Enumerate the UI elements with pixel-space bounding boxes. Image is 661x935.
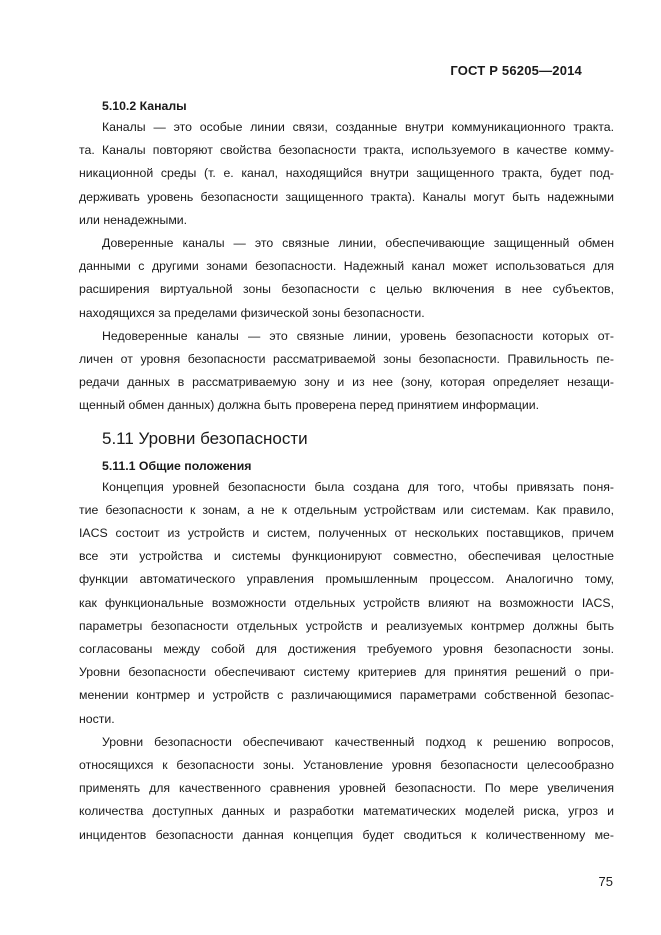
heading-5-11: 5.11 Уровни безопасности xyxy=(102,428,308,448)
text-line: никационной среды (т. е. канал, находящийся внутри защищенного тракта, будет под- xyxy=(79,166,614,181)
text-line: тие безопасности к зонам, а не к отдельным устройствам или системам. Как правило, xyxy=(79,502,614,517)
text-line: Каналы — это особые линии связи, созданные внутри коммуникационного тракта. xyxy=(102,120,614,134)
paragraph-qualitative-approach xyxy=(79,731,614,847)
heading-5-10-2: 5.10.2 Каналы xyxy=(102,99,187,113)
text-line: согласованы между собой для достижения требуемого уровня безопасности зоны. xyxy=(79,642,614,657)
text-line: личен от уровня безопасности рассматриваемой зоны безопасности. Правильность пе- xyxy=(79,352,614,367)
paragraph-channels xyxy=(79,116,614,232)
text-line: инцидентов безопасности данная концепция будет сводиться к количественному ме- xyxy=(79,827,614,842)
text-line: Уровни безопасности обеспечивают систему критериев для принятия решений о при- xyxy=(79,665,614,680)
paragraph-untrusted-channels xyxy=(79,325,614,418)
page-content xyxy=(79,99,614,847)
text-line: та. Каналы повторяют свойства безопасности тракта, используемого в качестве комму- xyxy=(79,143,614,158)
text-line: щенный обмен данных) должна быть проверена перед принятием информации. xyxy=(79,398,540,413)
text-line: менении контрмер и устройств с различающимися параметрами собственной безопас- xyxy=(79,688,614,703)
text-line: Концепция уровней безопасности была создана для того, чтобы привязать поня- xyxy=(102,479,614,494)
text-line: Доверенные каналы — это связные линии, обеспечивающие защищенный обмен xyxy=(102,236,614,251)
text-line: держивать уровень безопасности защищенного тракта). Каналы могут быть надежными xyxy=(79,189,614,204)
paragraph-trusted-channels xyxy=(79,232,614,325)
text-line: все эти устройства и системы функционируют совместно, обеспечивая целостные xyxy=(79,549,614,564)
text-line: параметры безопасности отдельных устройств и реализуемых контрмер должны быть xyxy=(79,618,614,633)
text-line: данными с другими зонами безопасности. Надежный канал может использоваться для xyxy=(79,259,614,274)
text-line: применять для качественного сравнения уровней безопасности. По мере увеличения xyxy=(79,781,614,796)
text-line: находящихся за пределами физической зоны безопасности. xyxy=(79,305,425,320)
heading-5-11-1: 5.11.1 Общие положения xyxy=(102,458,252,473)
text-line: или ненадежными. xyxy=(79,212,188,227)
text-line: IACS состоит из устройств и систем, полученных от нескольких поставщиков, причем xyxy=(79,526,614,541)
page-number: 75 xyxy=(598,874,613,889)
text-line: количества доступных данных и разработки математических моделей риска, угроз и xyxy=(79,804,614,819)
text-line: Уровни безопасности обеспечивают качественный подход к решению вопросов, xyxy=(102,734,614,749)
text-line: ности. xyxy=(79,711,115,726)
text-line: функции автоматического управления промышленным процессом. Аналогично тому, xyxy=(79,572,614,587)
text-line: редачи данных в рассматриваемую зону и из нее (зону, которая определяет незащи- xyxy=(79,375,614,390)
text-line: относящихся к безопасности зоны. Установление уровня безопасности целесообразно xyxy=(79,758,614,773)
document-header: ГОСТ Р 56205—2014 xyxy=(450,63,582,78)
paragraph-security-levels-concept xyxy=(79,476,614,731)
text-line: как функциональные возможности отдельных устройств влияют на возможности IACS, xyxy=(79,595,614,610)
text-line: Недоверенные каналы — это связные линии, уровень безопасности которых от- xyxy=(102,328,614,343)
text-line: расширения виртуальной зоны безопасности с целью включения в нее субъектов, xyxy=(79,282,614,297)
